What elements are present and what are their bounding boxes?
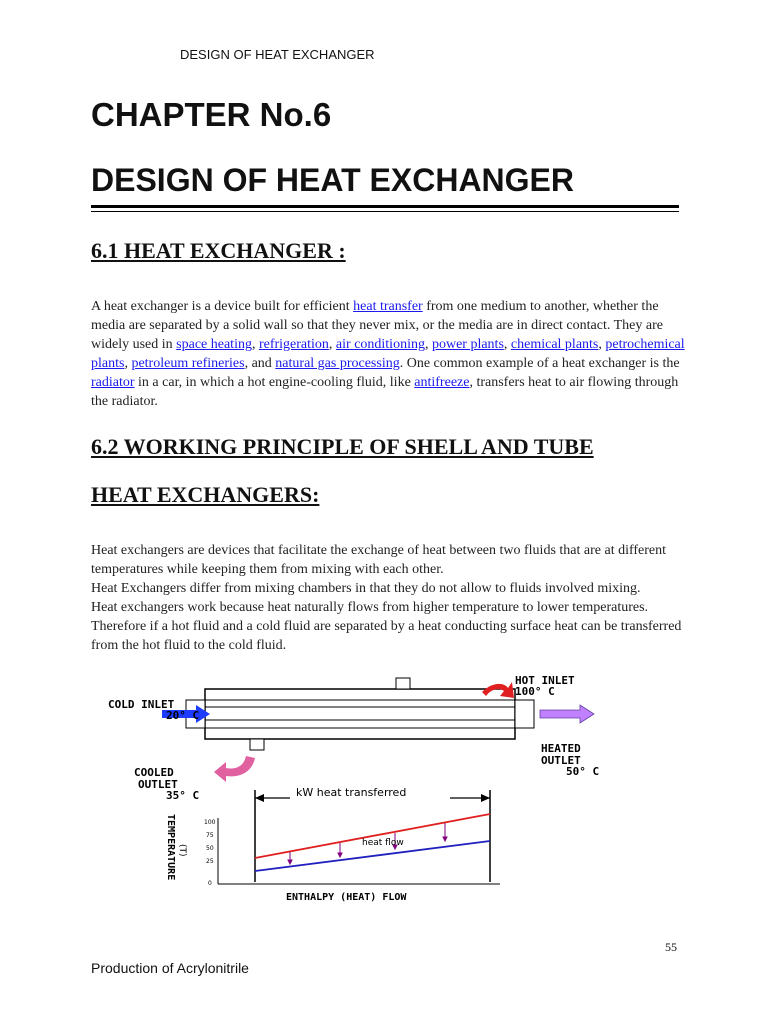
hot-fluid-line [255, 814, 490, 858]
text-span: , [251, 337, 259, 352]
heated-outlet-temp: 50° C [566, 765, 600, 778]
cooled-outlet-label-2: OUTLET [138, 778, 178, 791]
cold-inlet-temp: 20° C [166, 709, 200, 722]
link-refrigeration[interactable]: refrigeration [258, 337, 329, 352]
y-tick: 50 [206, 845, 214, 852]
y-tick: 75 [206, 832, 214, 839]
text-span: from one medium to another, whether the media are separated by a solid wall so that they never mix, or the media are in direct contact. They are widely used in [91, 299, 663, 352]
footer-text: Production of Acrylonitrile [91, 960, 249, 976]
y-axis-label: TEMPERATURE [165, 814, 176, 881]
text-span: , [328, 337, 336, 352]
cooled-outlet-temp: 35° C [166, 789, 200, 802]
heat-flow-label: heat flow [362, 838, 404, 848]
link-radiator[interactable]: radiator [91, 375, 135, 390]
cold-inlet-label: COLD INLET [108, 698, 175, 711]
cooled-outlet-label-1: COOLED [134, 766, 174, 779]
link-chemical-plants[interactable]: chemical plants [510, 337, 599, 352]
paragraph: Heat exchangers are devices that facilitate the exchange of heat between two fluids that are at different temperatures while keeping them from mixing with each other. [91, 543, 667, 577]
exchanger-shell [186, 678, 534, 750]
text-span: , [124, 356, 132, 371]
temperature-plot [165, 814, 500, 903]
text-span: A heat exchanger is a device built for efficient [91, 299, 354, 314]
chapter-title: DESIGN OF HEAT EXCHANGER [91, 162, 574, 198]
paragraph: Heat exchangers work because heat naturally flows from higher temperature to lower temperatures. Therefore if a hot fluid and a cold fluid are separated by a heat conducting surface heat can be transferred from the hot fluid to the cold fluid. [91, 600, 682, 653]
x-axis-label: ENTHALPY (HEAT) FLOW [286, 892, 407, 903]
hot-inlet-label: HOT INLET [515, 674, 575, 687]
link-natural-gas-processing[interactable]: natural gas processing [275, 356, 400, 371]
link-power-plants[interactable]: power plants [431, 337, 504, 352]
text-span: , [598, 337, 606, 352]
link-air-conditioning[interactable]: air conditioning [335, 337, 425, 352]
title-rule-thin [91, 211, 679, 212]
y-tick: 100 [204, 819, 216, 826]
title-rule-thick [91, 205, 679, 208]
text-span: . One common example of a heat exchanger is the [399, 356, 680, 371]
text-span: in a car, in which a hot engine-cooling fluid, like [134, 375, 415, 390]
chapter-number-title: CHAPTER No.6 [91, 96, 332, 133]
section-6-1-heading: 6.1 HEAT EXCHANGER : [91, 238, 346, 263]
link-heat-transfer[interactable]: heat transfer [353, 299, 423, 314]
hot-inlet-temp: 100° C [515, 685, 555, 698]
section-6-1-paragraph [91, 297, 691, 411]
y-tick: 25 [206, 858, 214, 865]
text-span: , [424, 337, 432, 352]
heat-exchanger-figure [100, 672, 620, 912]
page-number: 55 [665, 940, 677, 954]
y-axis-unit: (T) [177, 844, 187, 857]
section-6-2-heading-line2: HEAT EXCHANGERS: [91, 482, 320, 507]
section-6-2-heading-line1: 6.2 WORKING PRINCIPLE OF SHELL AND TUBE [91, 434, 594, 459]
link-petrochemical-plants[interactable]: petrochemical plants [91, 337, 685, 371]
text-span: , [503, 337, 511, 352]
heated-outlet-arrow-icon [540, 705, 594, 723]
text-span: , transfers heat to air flowing through the radiator. [91, 375, 679, 409]
text-span: , and [244, 356, 276, 371]
heated-outlet-label-1: HEATED [541, 742, 581, 755]
section-6-2-body [91, 541, 701, 655]
heat-transferred-label: kW heat transferred [296, 786, 407, 799]
cooled-outlet-arrow-icon [214, 756, 255, 782]
link-space-heating[interactable]: space heating [176, 337, 252, 352]
link-petroleum-refineries[interactable]: petroleum refineries [131, 356, 245, 371]
paragraph: Heat Exchangers differ from mixing chambers in that they do not allow to fluids involved mixing. [91, 581, 641, 596]
heat-transferred-dimension [255, 785, 490, 882]
y-tick: 0 [208, 880, 212, 887]
link-antifreeze[interactable]: antifreeze [414, 375, 470, 390]
heated-outlet-label-2: OUTLET [541, 754, 581, 767]
running-header: DESIGN OF HEAT EXCHANGER [180, 47, 375, 62]
